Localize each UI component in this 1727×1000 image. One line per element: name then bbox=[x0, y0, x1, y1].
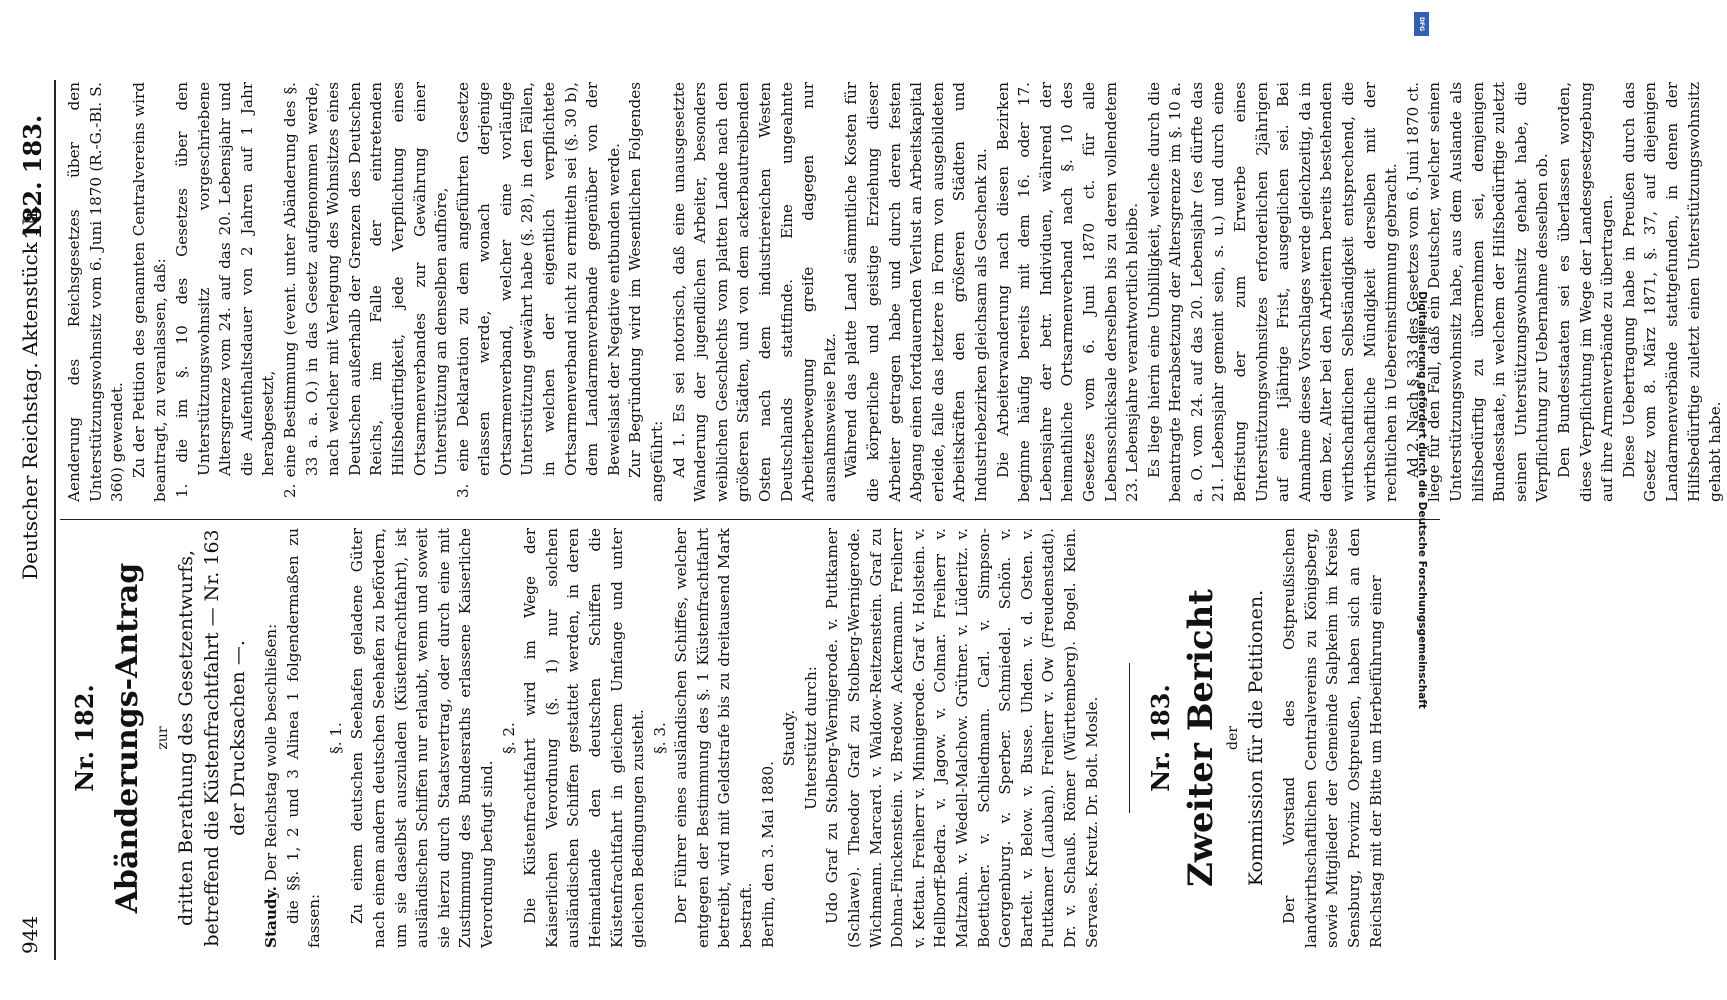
section-1-heading: §. 1. bbox=[326, 722, 345, 754]
report-opening: Der Vorstand des Ostpreußischen landwirthschaftlichen Centralvereins zu Königsberg, sowie Mitglieder der Gemeinde Salpkeim im Kreise Sensburg, Provinz Ostpreußen, haben sich an den Reichstag mit der Bitte um Herbeiführung einer bbox=[1280, 528, 1385, 948]
motion-intro-2: die §§. 1, 2 und 3 Alinea 1 folgendermaßen zu fassen: bbox=[283, 528, 324, 948]
right-paragraph-7: Den Bundesstaaten sei es überlassen worden, diese Verpflichtung im Wege der Landesgesetzgebung auf ihre Armenverbände zu übertragen. bbox=[1554, 82, 1617, 502]
section-2-text: Die Küstenfrachtfahrt wird im Wege der Kaiserlichen Verordnung (§. 1) nur solchen ausländischen Schiffen gestattet werden, in deren Heimatlande den deutschen Schiffen die Küstenfrachtfahrt in gleichem Umfange und unter gleichen Bedingungen zusteht. bbox=[521, 528, 648, 948]
request-item-2: 2. eine Bestimmung (event. unter Abänderung des §. 33 a. a. O.) in das Gesetz aufgenommen werde, nach welcher mit Verlegung des Wohnsitzes eines Deutschen außerhalb der Grenzen des Deutschen Reichs, im Falle der eintretenden Hilfsbedürftigkeit, jede Verpflichtung eines Ortsarmenverbandes zur Gewährung einer Unterstützung an denselben aufhöre, bbox=[280, 82, 451, 498]
section-1-text: Zu einem deutschen Seehafen geladene Güter nach einem andern deutschen Seehafen zu befördern, um sie daselbst auszuladen (Küstenfrachtfahrt), ist ausländischen Schiffen nur erlaubt, wenn und soweit sie hierzu durch Staatsvertrag, oder durch eine mit Zustimmung des Bundesraths erlassene Kaiserliche Verordnung befugt sind. bbox=[348, 528, 496, 948]
right-column bbox=[64, 82, 1727, 502]
ad-1-paragraph: Ad 1. Es sei notorisch, daß eine unausgesetzte Wanderung der jugendlichen Arbeiter, besonders weiblichen Geschlechts vom platten Lande nach den größeren Städten, und von dem ackerbautreibenden Osten nach dem industriereichen Westen Deutschlands stattfinde. Eine ungeahnte Arbeiterbewegung greife dagegen nur ausnahmsweise Platz. bbox=[669, 82, 839, 502]
right-paragraph-3: Zur Begründung wird im Wesentlichen Folgendes angeführt: bbox=[626, 82, 667, 502]
right-paragraph-1: Aenderung des Reichsgesetzes über den Unterstützungswohnsitz vom 6. Juni 1870 (R.-G.-Bl. S. 360) gewendet. bbox=[65, 82, 127, 502]
section-2-heading: §. 2. bbox=[499, 722, 518, 754]
right-paragraph-5: Die Arbeiterwanderung nach diesen Bezirken beginne häufig bereits mit dem 16. oder 17. Lebensjahre der betr. Individuen, während der heimathliche Ortsarmenverband nach §. 10 des Gesetzes vom 6. Juni 1870 ct. für alle Lebensschicksale derselben bis zu deren vollendetem 23. Lebensjahre verantwortlich bleibe. bbox=[993, 82, 1142, 502]
document-number-183: Nr. 183. bbox=[1146, 684, 1176, 792]
dfg-logo: DFG bbox=[1414, 12, 1429, 36]
motion-intro-text: Der Reichstag wolle beschließen: bbox=[262, 623, 280, 882]
date-line: Berlin, den 3. Mai 1880. bbox=[758, 761, 777, 948]
header-document-numbers: 182. 183. bbox=[18, 114, 47, 240]
commission-title: Kommission für die Petitionen. bbox=[1245, 589, 1268, 887]
ad-2-paragraph: Ad 2. Nach §. 33 des Gesetzes vom 6. Juni 1870 ct. liege für den Fall, daß ein Deutscher, welcher seinen Unterstützungswohnsitz habe, aus dem Auslande als hilfsbedürftig zu übernehmen sei, demjenigen Bundesstaate, in welchem der Hilfsbedürftige zuletzt seinen Unterstützungswohnsitz gehabt habe, die Verpflichtung zur Uebernahme desselben ob. bbox=[1403, 82, 1552, 502]
right-paragraph-8: Diese Uebertragung habe in Preußen durch das Gesetz vom 8. März 1871, §. 37, auf diejenigen Landarmenverbände stattgefunden, in denen der Hilfsbedürftige zuletzt einen Unterstützungswohnsitz gehabt habe. bbox=[1619, 82, 1725, 502]
section-3-text: Der Führer eines ausländischen Schiffes, welcher entgegen der Bestimmung des §. 1 Küstenfrachtfahrt betreibt, wird mit Geldstrafe bis zu dreitausend Mark bestraft. bbox=[672, 528, 756, 948]
right-paragraph-6: Es liege hierin eine Unbilligkeit, welche durch die beantragte Herabsetzung der Altersgrenze im §. 10 a. a. O. vom 24. auf das 20. Lebensjahr (es dürfte das 21. Lebensjahr gemeint sein, s. u.) und durch eine Befristung der zum Erwerbe eines Unterstützungswohnsitzes erforderlichen 2jährigen auf eine 1jährige Frist, ausgeglichen sei. Bei Annahme dieses Vorschlages werde gleichzeitig, da in dem bez. Alter bei den Arbeitern bereits bestehenden wirthschaftlichen Selbständigkeit entsprechend, die wirthschaftliche Mündigkeit derselben mit der rechtlichen in Uebereinstimmung gebracht. bbox=[1144, 82, 1401, 502]
der-label: der bbox=[1225, 726, 1242, 750]
right-paragraph-4: Während das platte Land sämmtliche Kosten für die körperliche und geistige Erziehung dieser Arbeiter getragen habe und durch deren festen Abgang einen fortdauernden Verlust an Arbeitskapital erleide, falle das letztere in Form von ausgebildeten Arbeitskräften den größeren Städten und Industriebezirken gleichsam als Geschenk zu. bbox=[842, 82, 990, 502]
digitization-credit bbox=[1412, 6, 1432, 994]
document-number-182: Nr. 182. bbox=[70, 684, 99, 792]
running-header bbox=[10, 40, 50, 1000]
header-title: Deutscher Reichstag. Aktenstück Nr. bbox=[18, 204, 42, 580]
supporters-list: Udo Graf zu Stolberg-Wernigerode. v. Puttkamer (Schlawe). Theodor Graf zu Stolberg-Wernigerode. Wichmann. Marcard. v. Waldow-Reitzenstein. Graf zu Dohna-Finckenstein. v. Bredow. Ackermann. Freiherr v. Kettau. Freiherr v. Minnigerode. Graf v. Holstein. v. Hellborff-Bedra. v. Jagow. v. Colmar. Freiherr v. Maltzahn. v. Wedell-Malchow. Grütner. v. Lüderitz. v. Boetticher. v. Schliedmann. Carl. v. Simpson-Georgenburg. v. Sperber. Schmiedel. Schön. v. Bartelt. v. Below. v. Busse. Uhden. v. d. Osten. v. Puttkamer (Lauban). Freiherr v. Ow (Freudenstadt). Dr. v. Schauß. Römer (Württemberg). Bogel. Klein. Servaes. Kreutz. Dr. Bolt. Mosle. bbox=[823, 528, 1101, 948]
request-item-1: 1. die im §. 10 des Gesetzes über den Unterstützungswohnsitz vorgeschriebene Altersgrenze vom 24. auf das 20. Lebensjahr und die Aufenthaltsdauer von 2 Jahren auf 1 Jahr herabgesetzt, bbox=[172, 82, 278, 498]
report-title: Zweiter Bericht bbox=[1181, 588, 1222, 888]
support-label: Unterstützt durch: bbox=[801, 666, 820, 810]
zur-label: zur bbox=[155, 726, 171, 750]
motion-subtitle: dritten Berathung des Gesetzentwurfs, betreffend die Küstenfrachtfahrt — Nr. 163 der Drucksachen —. bbox=[175, 529, 249, 947]
section-3-heading: §. 3. bbox=[650, 722, 669, 754]
header-rule bbox=[54, 80, 56, 960]
credit-text: Digitalisierung gefördert durch die Deutsche Forschungsgemeinschaft bbox=[1416, 291, 1428, 709]
motion-title: Abänderungs-Antrag bbox=[110, 562, 145, 914]
proposer-name: Staudy. bbox=[262, 886, 280, 948]
section-separator bbox=[1129, 663, 1130, 813]
right-paragraph-2: Zu der Petition des genannten Centralvereins wird beantragt, zu veranlassen, daß: bbox=[129, 82, 170, 502]
page-number: 944 bbox=[18, 915, 42, 954]
column-divider bbox=[60, 519, 1440, 520]
motion-intro bbox=[261, 528, 283, 948]
left-column bbox=[64, 528, 1387, 948]
request-item-3: 3. eine Deklaration zu dem angeführten Gesetze erlassen werde, wonach derjenige Ortsarmenverband, welcher eine vorläufige Unterstützung gewährt habe (§. 28), in den Fällen, in welchen der eigentlich verpflichtete Ortsarmenverband nicht zu ermitteln sei (§. 30 b), dem Landarmenverbande gegenüber von der Beweislast der Negative entbunden werde. bbox=[453, 82, 623, 498]
signature: Staudy. bbox=[780, 709, 799, 767]
